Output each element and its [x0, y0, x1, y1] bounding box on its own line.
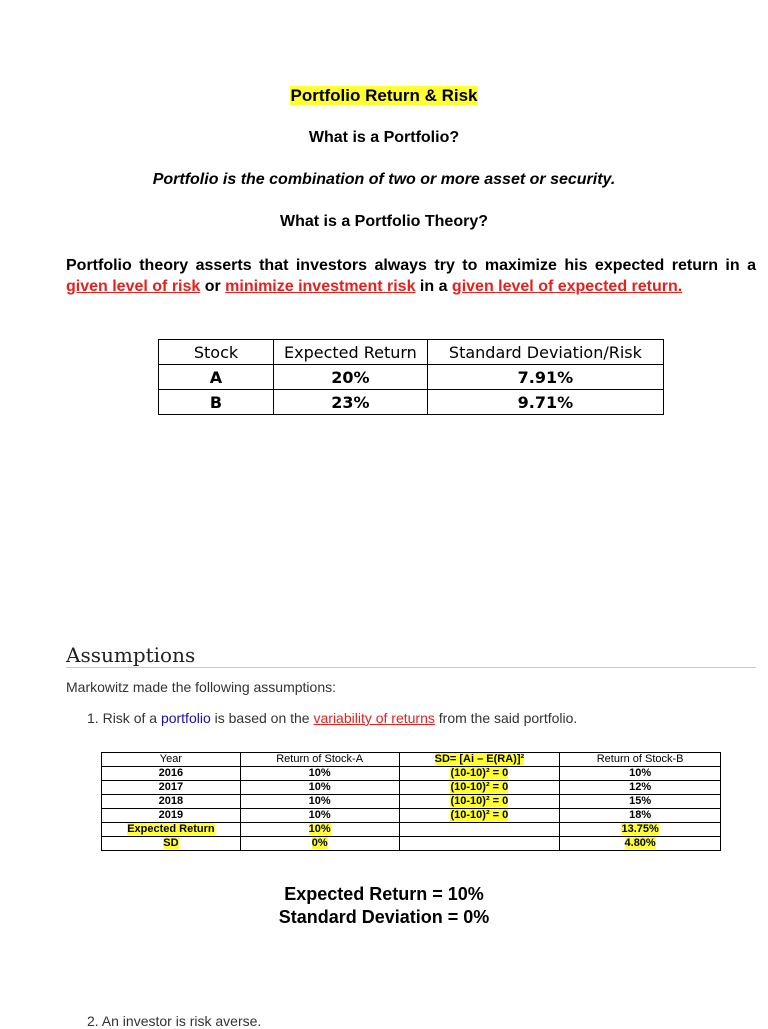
table-header-cell: Return of Stock-A: [240, 753, 399, 767]
stock-risk-table: [158, 339, 664, 415]
table-cell: 20%: [273, 365, 427, 390]
table-row: [102, 823, 721, 837]
table-cell: [399, 767, 560, 781]
assumptions-intro: Markowitz made the following assumptions:: [66, 679, 337, 695]
sd-a: 0%: [311, 837, 328, 849]
sd-label: SD: [163, 837, 179, 849]
link-given-level-of-expected-return[interactable]: given level of expected return.: [451, 278, 683, 295]
table-cell: [399, 795, 560, 809]
table-header-cell: Return of Stock-B: [560, 753, 721, 767]
table-header-cell: Standard Deviation/Risk: [427, 340, 663, 365]
table-cell: [560, 823, 721, 837]
table-cell: [560, 837, 721, 851]
table-cell: A: [159, 365, 274, 390]
table-header-row: [159, 340, 664, 365]
table-cell: 12%: [560, 781, 721, 795]
table-cell: 15%: [560, 795, 721, 809]
sd-value: (10-10)² = 0: [450, 795, 509, 807]
table-cell: [399, 823, 560, 837]
para-text-1: Portfolio theory asserts that investors always try to maximize his expected return in a: [66, 257, 756, 274]
heading-divider: [66, 667, 756, 668]
table-cell: [240, 823, 399, 837]
table-cell: 10%: [240, 767, 399, 781]
link-given-level-of-risk[interactable]: given level of risk: [66, 278, 201, 295]
para-text-2: or: [200, 278, 226, 295]
sd-value: (10-10)² = 0: [450, 809, 509, 821]
table-cell: [102, 823, 241, 837]
sd-value: (10-10)² = 0: [450, 767, 509, 779]
table-cell: [240, 837, 399, 851]
table-cell: 2017: [102, 781, 241, 795]
table-header-cell: Expected Return: [273, 340, 427, 365]
table-cell: B: [159, 390, 274, 415]
table-cell: 10%: [240, 781, 399, 795]
para-text-3: in a: [415, 278, 452, 295]
expected-return-label: Expected Return: [127, 823, 215, 835]
returns-calculation-table: [101, 752, 721, 851]
table-header-row: [102, 753, 721, 767]
table-row: [159, 390, 664, 415]
table-row: [159, 365, 664, 390]
title-text: Portfolio Return & Risk: [290, 86, 478, 105]
table-cell: 2016: [102, 767, 241, 781]
sd-value: (10-10)² = 0: [450, 781, 509, 793]
table-cell: [102, 837, 241, 851]
list-item: [87, 710, 577, 726]
list-text-3: from the said portfolio.: [434, 710, 578, 726]
table-cell: 18%: [560, 809, 721, 823]
table-header-cell: Year: [102, 753, 241, 767]
table-cell: [399, 781, 560, 795]
portfolio-theory-paragraph: [66, 255, 756, 297]
sd-b: 4.80%: [624, 837, 656, 849]
table-row: [102, 809, 721, 823]
list-number: 1.: [87, 710, 99, 726]
assumptions-heading: Assumptions: [66, 643, 196, 667]
link-variability-of-returns[interactable]: variability of returns: [313, 710, 435, 726]
question-portfolio: What is a Portfolio?: [308, 129, 460, 146]
list-text-1: Risk of a: [102, 710, 161, 726]
table-header-cell: [399, 753, 560, 767]
document-title: [0, 86, 768, 106]
result-standard-deviation: Standard Deviation = 0%: [278, 907, 490, 927]
result-expected-return: Expected Return = 10%: [284, 884, 484, 904]
list-item-partial: 2. An investor is risk averse.: [87, 1013, 262, 1029]
table-cell: 9.71%: [427, 390, 663, 415]
table-cell: [399, 809, 560, 823]
table-cell: 2019: [102, 809, 241, 823]
table-cell: 10%: [560, 767, 721, 781]
list-text-2: is based on the: [210, 710, 314, 726]
table-cell: 10%: [240, 809, 399, 823]
expected-return-b: 13.75%: [621, 823, 659, 835]
question-portfolio-theory: What is a Portfolio Theory?: [279, 213, 488, 230]
expected-return-a: 10%: [308, 823, 331, 835]
table-row: [102, 837, 721, 851]
sd-formula-header: SD= [Ai – E(RA)]²: [434, 753, 525, 765]
table-row: [102, 767, 721, 781]
table-cell: 7.91%: [427, 365, 663, 390]
table-cell: [399, 837, 560, 851]
table-row: [102, 781, 721, 795]
link-minimize-investment-risk[interactable]: minimize investment risk: [225, 278, 416, 295]
table-cell: 2018: [102, 795, 241, 809]
table-cell: 23%: [273, 390, 427, 415]
table-header-cell: Stock: [159, 340, 274, 365]
table-row: [102, 795, 721, 809]
link-portfolio[interactable]: portfolio: [160, 710, 211, 726]
portfolio-definition: Portfolio is the combination of two or more asset or security.: [152, 171, 616, 188]
table-cell: 10%: [240, 795, 399, 809]
